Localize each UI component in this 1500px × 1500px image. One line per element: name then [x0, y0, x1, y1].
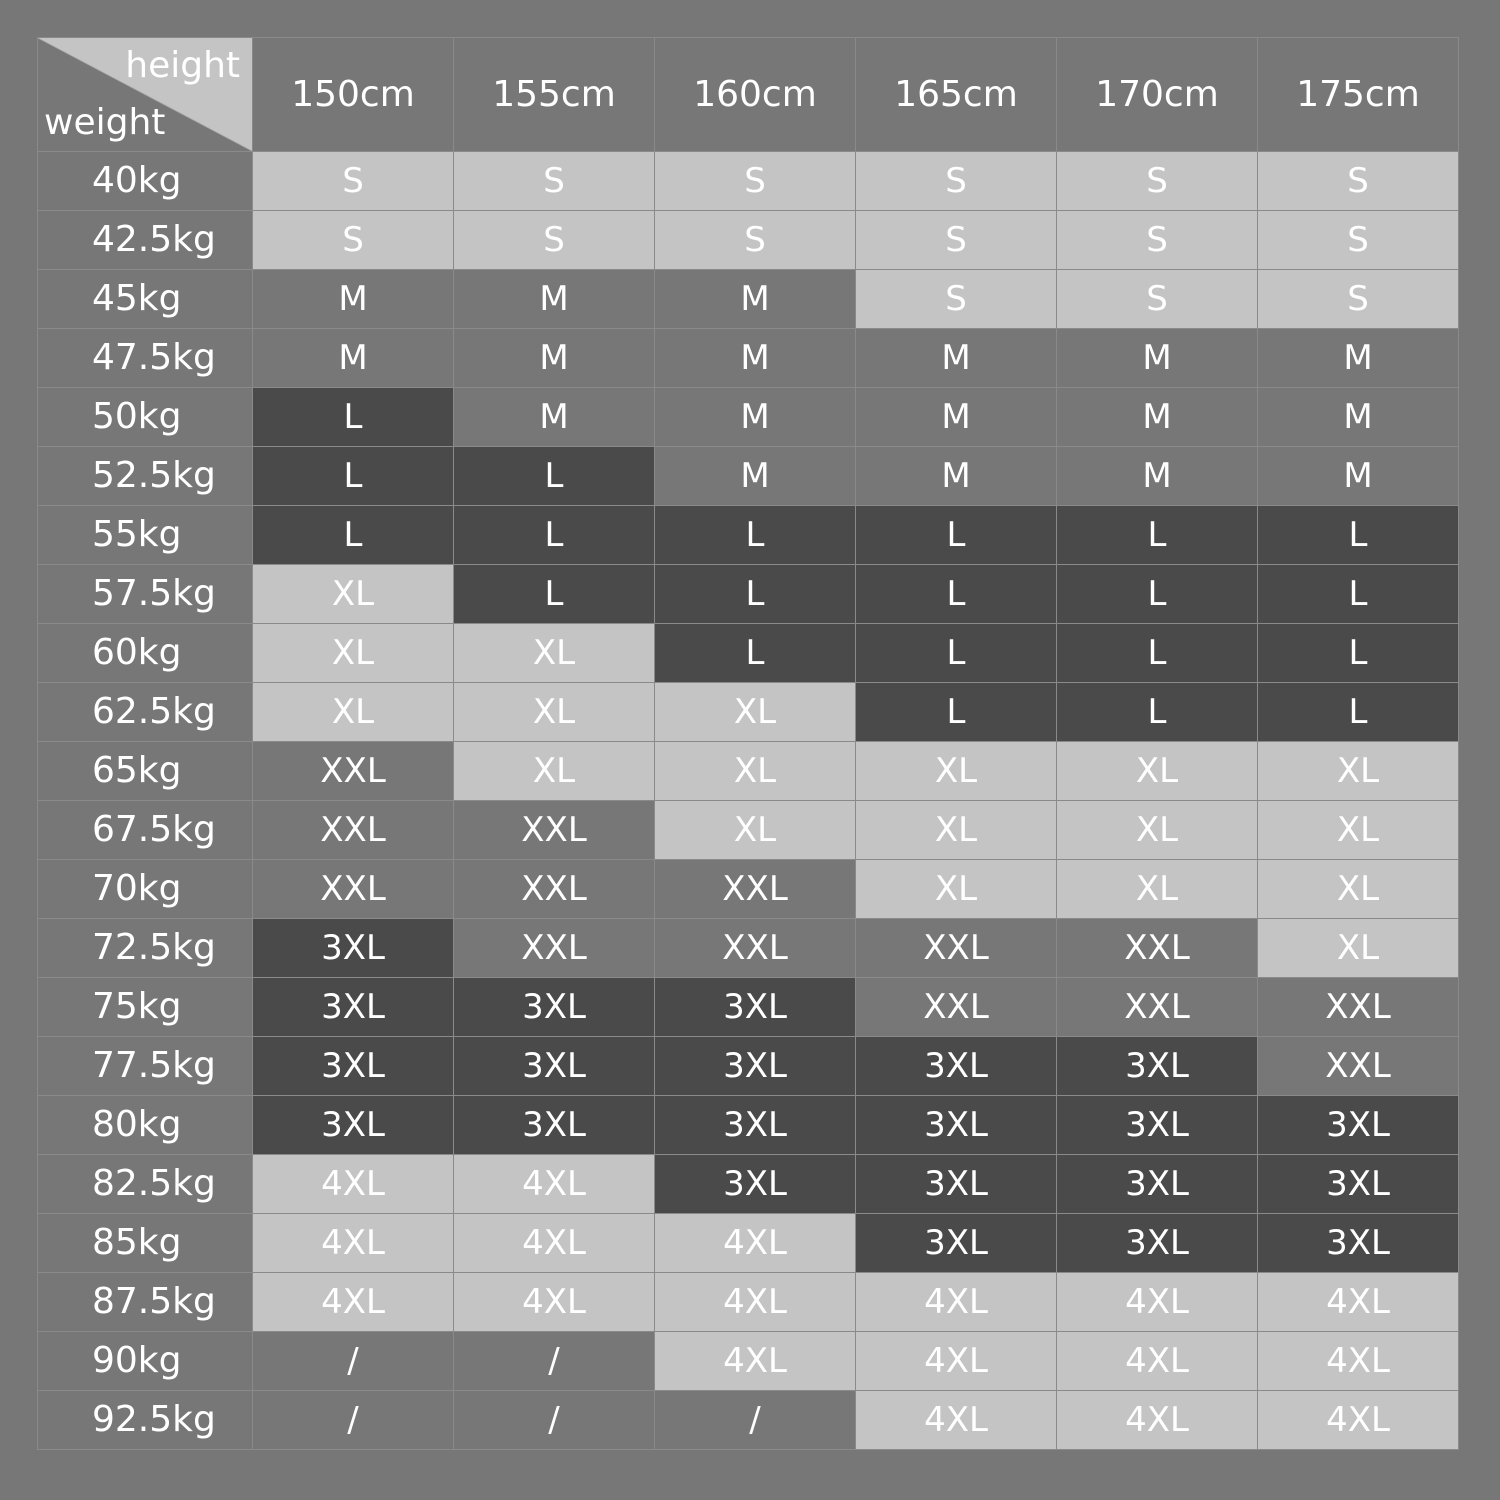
- size-cell: 4XL: [856, 1332, 1057, 1391]
- size-cell: 4XL: [454, 1155, 655, 1214]
- corner-label-weight: weight: [44, 102, 166, 143]
- size-cell: S: [856, 270, 1057, 329]
- table-row: [38, 919, 1459, 978]
- size-cell: M: [1057, 388, 1258, 447]
- size-cell: 3XL: [856, 1214, 1057, 1273]
- weight-label: 92.5kg: [38, 1391, 253, 1450]
- size-cell: L: [253, 388, 454, 447]
- size-cell: /: [253, 1391, 454, 1450]
- corner-label-height: height: [125, 45, 240, 86]
- size-cell: L: [655, 506, 856, 565]
- size-cell: S: [1258, 270, 1459, 329]
- size-cell: M: [1258, 447, 1459, 506]
- table-row: [38, 565, 1459, 624]
- size-cell: S: [253, 152, 454, 211]
- height-header-155cm: 155cm: [454, 38, 655, 152]
- size-cell: L: [1057, 624, 1258, 683]
- header-row: [38, 38, 1459, 152]
- size-cell: XL: [1258, 860, 1459, 919]
- table-row: [38, 1096, 1459, 1155]
- size-cell: 3XL: [655, 1037, 856, 1096]
- size-cell: 4XL: [454, 1273, 655, 1332]
- height-header-165cm: 165cm: [856, 38, 1057, 152]
- size-cell: XL: [655, 683, 856, 742]
- table-row: [38, 447, 1459, 506]
- size-cell: L: [1057, 683, 1258, 742]
- weight-label: 67.5kg: [38, 801, 253, 860]
- table-row: [38, 624, 1459, 683]
- weight-label: 52.5kg: [38, 447, 253, 506]
- table-row: [38, 978, 1459, 1037]
- size-cell: M: [454, 388, 655, 447]
- weight-label: 85kg: [38, 1214, 253, 1273]
- size-cell: XXL: [856, 978, 1057, 1037]
- size-cell: XXL: [1258, 1037, 1459, 1096]
- size-cell: 4XL: [856, 1273, 1057, 1332]
- table-row: [38, 1391, 1459, 1450]
- size-cell: XXL: [253, 742, 454, 801]
- size-cell: M: [856, 388, 1057, 447]
- size-cell: XL: [454, 742, 655, 801]
- weight-label: 80kg: [38, 1096, 253, 1155]
- weight-label: 60kg: [38, 624, 253, 683]
- table-row: [38, 388, 1459, 447]
- size-cell: 3XL: [1258, 1096, 1459, 1155]
- table-row: [38, 506, 1459, 565]
- weight-label: 45kg: [38, 270, 253, 329]
- size-cell: S: [1258, 152, 1459, 211]
- size-cell: 4XL: [1057, 1391, 1258, 1450]
- size-cell: L: [1258, 683, 1459, 742]
- weight-label: 65kg: [38, 742, 253, 801]
- size-cell: 3XL: [856, 1096, 1057, 1155]
- size-cell: XL: [655, 742, 856, 801]
- size-cell: 3XL: [1057, 1214, 1258, 1273]
- size-cell: L: [454, 447, 655, 506]
- size-cell: L: [1057, 506, 1258, 565]
- size-cell: 3XL: [655, 978, 856, 1037]
- size-cell: XL: [454, 624, 655, 683]
- weight-label: 72.5kg: [38, 919, 253, 978]
- size-cell: XL: [655, 801, 856, 860]
- size-cell: 3XL: [1057, 1096, 1258, 1155]
- weight-label: 40kg: [38, 152, 253, 211]
- size-cell: L: [454, 506, 655, 565]
- size-cell: M: [1258, 329, 1459, 388]
- size-cell: M: [655, 447, 856, 506]
- size-cell: 3XL: [1258, 1214, 1459, 1273]
- size-cell: 4XL: [1057, 1273, 1258, 1332]
- size-cell: 4XL: [253, 1273, 454, 1332]
- size-cell: 4XL: [856, 1391, 1057, 1450]
- table-row: [38, 1273, 1459, 1332]
- size-cell: 3XL: [253, 919, 454, 978]
- size-cell: S: [454, 152, 655, 211]
- size-cell: 3XL: [454, 1096, 655, 1155]
- size-cell: 4XL: [1258, 1391, 1459, 1450]
- size-cell: /: [454, 1391, 655, 1450]
- table-row: [38, 1332, 1459, 1391]
- size-cell: L: [856, 624, 1057, 683]
- size-cell: M: [1057, 329, 1258, 388]
- size-cell: M: [253, 329, 454, 388]
- size-cell: M: [1057, 447, 1258, 506]
- size-cell: 3XL: [1258, 1155, 1459, 1214]
- size-cell: 4XL: [655, 1273, 856, 1332]
- size-cell: M: [655, 329, 856, 388]
- size-cell: 3XL: [253, 1037, 454, 1096]
- size-cell: 3XL: [454, 1037, 655, 1096]
- size-cell: XL: [1057, 860, 1258, 919]
- size-cell: M: [454, 329, 655, 388]
- table-row: [38, 742, 1459, 801]
- size-cell: XXL: [655, 860, 856, 919]
- weight-label: 42.5kg: [38, 211, 253, 270]
- size-cell: 3XL: [655, 1096, 856, 1155]
- size-cell: L: [856, 683, 1057, 742]
- size-cell: /: [253, 1332, 454, 1391]
- table-row: [38, 1214, 1459, 1273]
- table-row: [38, 1155, 1459, 1214]
- weight-label: 82.5kg: [38, 1155, 253, 1214]
- size-cell: S: [856, 152, 1057, 211]
- size-cell: XL: [1057, 801, 1258, 860]
- weight-label: 70kg: [38, 860, 253, 919]
- height-header-150cm: 150cm: [253, 38, 454, 152]
- height-header-160cm: 160cm: [655, 38, 856, 152]
- size-cell: L: [655, 565, 856, 624]
- size-chart-body: [38, 38, 1459, 1450]
- size-cell: 3XL: [655, 1155, 856, 1214]
- size-cell: M: [655, 388, 856, 447]
- size-cell: S: [1057, 270, 1258, 329]
- size-cell: S: [454, 211, 655, 270]
- weight-label: 57.5kg: [38, 565, 253, 624]
- size-cell: 3XL: [1057, 1037, 1258, 1096]
- size-cell: 4XL: [1258, 1273, 1459, 1332]
- size-cell: 4XL: [454, 1214, 655, 1273]
- size-cell: 3XL: [454, 978, 655, 1037]
- size-cell: S: [253, 211, 454, 270]
- table-row: [38, 211, 1459, 270]
- size-cell: XL: [856, 742, 1057, 801]
- size-cell: L: [454, 565, 655, 624]
- table-row: [38, 329, 1459, 388]
- size-cell: XXL: [856, 919, 1057, 978]
- table-row: [38, 152, 1459, 211]
- size-chart-table: [37, 37, 1459, 1450]
- size-cell: XL: [1258, 801, 1459, 860]
- height-header-175cm: 175cm: [1258, 38, 1459, 152]
- size-cell: XXL: [1057, 919, 1258, 978]
- size-cell: M: [454, 270, 655, 329]
- size-cell: L: [1258, 624, 1459, 683]
- size-cell: 4XL: [1057, 1332, 1258, 1391]
- size-cell: 3XL: [253, 1096, 454, 1155]
- size-cell: S: [1057, 211, 1258, 270]
- size-cell: XL: [1258, 919, 1459, 978]
- size-cell: /: [454, 1332, 655, 1391]
- table-row: [38, 683, 1459, 742]
- weight-label: 87.5kg: [38, 1273, 253, 1332]
- size-cell: XXL: [655, 919, 856, 978]
- size-cell: XXL: [454, 919, 655, 978]
- table-row: [38, 860, 1459, 919]
- size-cell: XXL: [454, 860, 655, 919]
- size-cell: M: [655, 270, 856, 329]
- size-cell: L: [1258, 506, 1459, 565]
- size-cell: XXL: [253, 860, 454, 919]
- size-cell: M: [253, 270, 454, 329]
- size-cell: XL: [253, 624, 454, 683]
- table-row: [38, 270, 1459, 329]
- weight-label: 62.5kg: [38, 683, 253, 742]
- size-cell: XXL: [253, 801, 454, 860]
- size-cell: 3XL: [253, 978, 454, 1037]
- table-row: [38, 801, 1459, 860]
- size-cell: L: [1057, 565, 1258, 624]
- size-cell: XL: [856, 801, 1057, 860]
- size-cell: XL: [454, 683, 655, 742]
- weight-label: 77.5kg: [38, 1037, 253, 1096]
- size-cell: M: [856, 447, 1057, 506]
- size-cell: 4XL: [253, 1214, 454, 1273]
- size-cell: XXL: [1258, 978, 1459, 1037]
- size-cell: 4XL: [655, 1214, 856, 1273]
- size-cell: XL: [856, 860, 1057, 919]
- corner-cell: [38, 38, 253, 152]
- size-cell: S: [1057, 152, 1258, 211]
- size-cell: XL: [253, 565, 454, 624]
- weight-label: 55kg: [38, 506, 253, 565]
- size-cell: S: [655, 152, 856, 211]
- size-cell: 4XL: [253, 1155, 454, 1214]
- size-cell: XL: [1057, 742, 1258, 801]
- size-cell: XL: [1258, 742, 1459, 801]
- size-cell: L: [1258, 565, 1459, 624]
- size-cell: 3XL: [856, 1155, 1057, 1214]
- size-cell: /: [655, 1391, 856, 1450]
- weight-label: 50kg: [38, 388, 253, 447]
- weight-label: 47.5kg: [38, 329, 253, 388]
- size-cell: L: [253, 447, 454, 506]
- weight-label: 75kg: [38, 978, 253, 1037]
- weight-label: 90kg: [38, 1332, 253, 1391]
- size-cell: L: [856, 506, 1057, 565]
- size-cell: 4XL: [655, 1332, 856, 1391]
- size-cell: M: [1258, 388, 1459, 447]
- size-cell: L: [655, 624, 856, 683]
- size-cell: XXL: [454, 801, 655, 860]
- table-row: [38, 1037, 1459, 1096]
- size-cell: 3XL: [1057, 1155, 1258, 1214]
- size-cell: L: [253, 506, 454, 565]
- size-cell: L: [856, 565, 1057, 624]
- size-cell: 4XL: [1258, 1332, 1459, 1391]
- size-cell: XXL: [1057, 978, 1258, 1037]
- size-cell: M: [856, 329, 1057, 388]
- size-cell: XL: [253, 683, 454, 742]
- size-cell: S: [856, 211, 1057, 270]
- size-cell: S: [1258, 211, 1459, 270]
- size-cell: S: [655, 211, 856, 270]
- size-cell: 3XL: [856, 1037, 1057, 1096]
- height-header-170cm: 170cm: [1057, 38, 1258, 152]
